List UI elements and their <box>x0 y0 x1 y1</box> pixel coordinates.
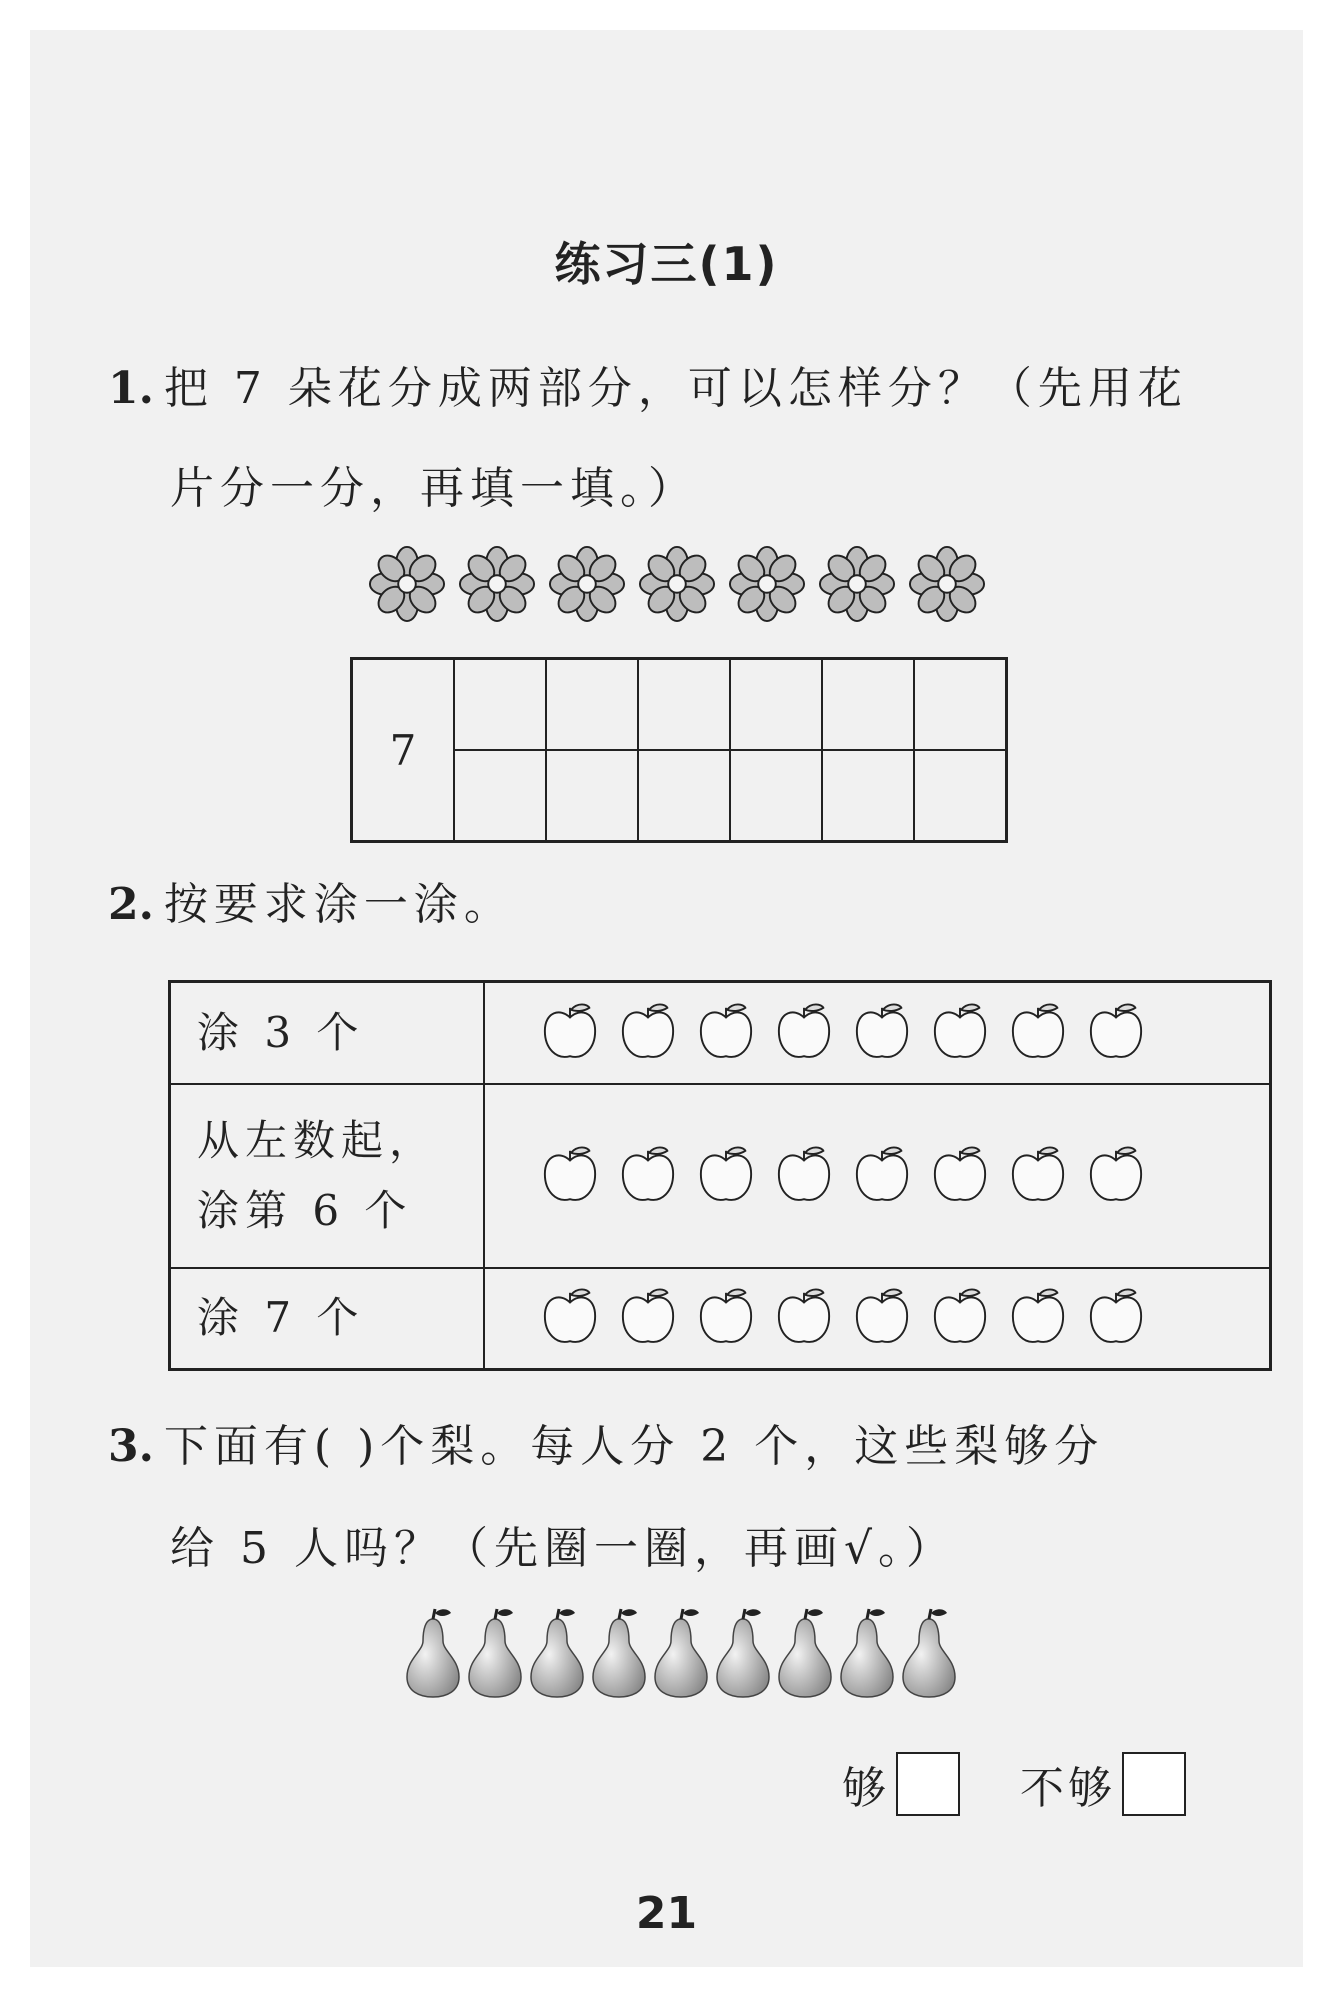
apple-icon[interactable] <box>775 1143 833 1209</box>
pear-icon <box>899 1607 959 1703</box>
apple-icon[interactable] <box>541 1000 599 1066</box>
answer-cell[interactable] <box>822 750 914 842</box>
pear-row <box>403 1607 959 1703</box>
option-not-enough <box>1020 1752 1186 1816</box>
flower-icon <box>908 545 986 627</box>
answer-cell[interactable] <box>546 750 638 842</box>
option-enough-label: 够 <box>842 1763 890 1814</box>
row-label <box>170 982 485 1084</box>
pear-icon <box>651 1607 711 1703</box>
apple-icon[interactable] <box>1009 1000 1067 1066</box>
option-enough <box>842 1752 960 1816</box>
q3-line1 <box>108 1410 1104 1474</box>
q1-line1 <box>108 352 1188 416</box>
pear-icon <box>527 1607 587 1703</box>
q1-text-line2: 片分一分，再填一填。） <box>170 463 698 514</box>
answer-cell[interactable] <box>546 659 638 751</box>
apple-icon[interactable] <box>1087 1285 1145 1351</box>
answer-cell[interactable] <box>822 659 914 751</box>
option-enough-checkbox[interactable] <box>896 1752 960 1816</box>
pear-icon <box>589 1607 649 1703</box>
apple-icon[interactable] <box>619 1143 677 1209</box>
apple-icon[interactable] <box>1009 1143 1067 1209</box>
q3-text-line1: 下面有( )个梨。每人分 2 个，这些梨够分 <box>163 1421 1105 1472</box>
row-label-line: 从左数起， <box>197 1115 438 1165</box>
apple-icon[interactable] <box>931 1143 989 1209</box>
answer-cell[interactable] <box>638 750 730 842</box>
answer-cell[interactable] <box>454 659 546 751</box>
row-label <box>170 1268 485 1370</box>
row-label-line: 涂第 6 个 <box>197 1185 413 1235</box>
row-label-line: 涂 7 个 <box>197 1293 365 1343</box>
q2-text: 按要求涂一涂。 <box>163 879 514 930</box>
option-not-enough-checkbox[interactable] <box>1122 1752 1186 1816</box>
answer-cell[interactable] <box>914 750 1007 842</box>
option-not-enough-label: 不够 <box>1020 1763 1116 1814</box>
page-title: 练习三(1) <box>554 237 779 291</box>
apple-icon[interactable] <box>541 1285 599 1351</box>
coloring-row-2 <box>170 1084 1271 1268</box>
decomposition-table <box>350 657 1008 843</box>
q3-number: 3. <box>108 1421 154 1472</box>
coloring-table <box>168 980 1272 1371</box>
q3-text-line2: 给 5 人吗？（先圈一圈，再画√。） <box>170 1523 957 1574</box>
flower-icon <box>458 545 536 627</box>
apple-icon[interactable] <box>931 1000 989 1066</box>
apple-icon[interactable] <box>697 1143 755 1209</box>
flower-icon <box>638 545 716 627</box>
row-label-line: 涂 3 个 <box>197 1007 365 1057</box>
answer-cell[interactable] <box>454 750 546 842</box>
flower-row <box>368 545 986 627</box>
apple-icon[interactable] <box>697 1285 755 1351</box>
q1-text-line1: 把 7 朵花分成两部分，可以怎样分？（先用花 <box>163 363 1188 414</box>
pear-icon <box>713 1607 773 1703</box>
apple-row <box>541 1143 1269 1209</box>
apple-row <box>541 1000 1269 1066</box>
apple-icon[interactable] <box>853 1000 911 1066</box>
apple-icon[interactable] <box>697 1000 755 1066</box>
total-cell: 7 <box>352 659 455 842</box>
apple-cell <box>484 1084 1271 1268</box>
answer-cell[interactable] <box>730 659 822 751</box>
answer-cell[interactable] <box>730 750 822 842</box>
apple-icon[interactable] <box>775 1000 833 1066</box>
apple-icon[interactable] <box>1087 1000 1145 1066</box>
apple-icon[interactable] <box>1087 1143 1145 1209</box>
apple-icon[interactable] <box>853 1285 911 1351</box>
apple-icon[interactable] <box>619 1000 677 1066</box>
apple-cell <box>484 1268 1271 1370</box>
pear-icon <box>465 1607 525 1703</box>
flower-icon <box>368 545 446 627</box>
flower-icon <box>818 545 896 627</box>
apple-icon[interactable] <box>775 1285 833 1351</box>
page-number: 21 <box>635 1888 698 1939</box>
apple-icon[interactable] <box>853 1143 911 1209</box>
answer-cell[interactable] <box>914 659 1007 751</box>
row-label <box>170 1084 485 1268</box>
pear-icon <box>775 1607 835 1703</box>
apple-icon[interactable] <box>1009 1285 1067 1351</box>
apple-icon[interactable] <box>931 1285 989 1351</box>
q1-number: 1. <box>108 363 154 414</box>
flower-icon <box>548 545 626 627</box>
pear-icon <box>403 1607 463 1703</box>
apple-icon[interactable] <box>619 1285 677 1351</box>
apple-row <box>541 1285 1269 1351</box>
answer-cell[interactable] <box>638 659 730 751</box>
flower-icon <box>728 545 806 627</box>
apple-cell <box>484 982 1271 1084</box>
coloring-row-1 <box>170 982 1271 1084</box>
q2-number: 2. <box>108 879 154 930</box>
coloring-row-3 <box>170 1268 1271 1370</box>
pear-icon <box>837 1607 897 1703</box>
q2-line <box>108 868 514 932</box>
apple-icon[interactable] <box>541 1143 599 1209</box>
